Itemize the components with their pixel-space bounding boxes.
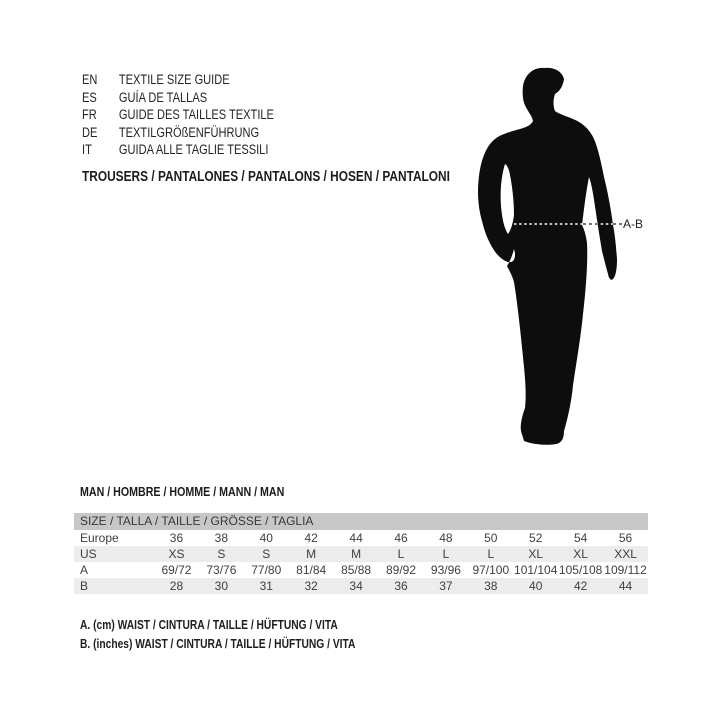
table-cell: 28: [169, 579, 184, 593]
table-cell: 109/112: [604, 563, 647, 577]
table-row-a: [74, 562, 648, 578]
table-cell: S: [217, 547, 226, 561]
table-cell: XXL: [614, 547, 637, 561]
table-cell: 77/80: [251, 563, 282, 577]
table-cell: M: [351, 547, 362, 561]
table-cell: XS: [168, 547, 185, 561]
table-cell: 37: [439, 579, 453, 593]
footnote-b: B. (inches) WAIST / CINTURA / TAILLE / HÜFTUNG / VITA: [80, 636, 356, 651]
table-cell: 34: [349, 579, 363, 593]
language-label: GUÍA DE TALLAS: [118, 89, 208, 105]
table-cell: 36: [169, 531, 184, 545]
table-cell: L: [397, 547, 405, 561]
language-row-es: [82, 89, 274, 107]
table-cell: L: [442, 547, 450, 561]
table-cell: 50: [484, 531, 498, 545]
table-row-b: [74, 578, 648, 594]
table-cell: 44: [349, 531, 363, 545]
row-label: US: [80, 547, 97, 561]
language-guide-list: [82, 71, 316, 159]
footnote-a: A. (cm) WAIST / CINTURA / TAILLE / HÜFTUNG / VITA: [80, 618, 338, 632]
language-row-en: [82, 71, 274, 89]
table-cell: 69/72: [161, 563, 192, 577]
language-code: DE: [82, 124, 98, 140]
table-cell: 31: [259, 579, 273, 593]
language-label: TEXTILGRÖßENFÜHRUNG: [118, 124, 260, 140]
table-cell: 42: [573, 579, 588, 593]
table-cell: 32: [304, 579, 318, 593]
table-cell: 42: [304, 531, 318, 545]
table-cell: 48: [439, 531, 453, 545]
table-cell: L: [487, 547, 495, 561]
table-cell: 40: [529, 579, 543, 593]
table-cell: 40: [259, 531, 273, 545]
language-label: TEXTILE SIZE GUIDE: [118, 72, 230, 87]
table-cell: 93/96: [430, 563, 461, 577]
language-code: ES: [82, 89, 97, 105]
table-cell: M: [306, 547, 317, 561]
size-table-body: [74, 530, 648, 594]
table-row-europe: [74, 530, 648, 546]
row-label: A: [80, 563, 89, 577]
language-label: GUIDA ALLE TAGLIE TESSILI: [118, 142, 269, 157]
language-row-de: [82, 124, 274, 142]
measure-label: A-B: [623, 217, 644, 231]
table-cell: 30: [214, 579, 229, 593]
table-cell: 46: [394, 531, 408, 545]
table-cell: 85/88: [341, 563, 372, 577]
table-cell: 38: [214, 531, 229, 545]
table-cell: 101/104: [514, 563, 558, 577]
language-code: IT: [82, 142, 92, 157]
measurement-footnotes: [80, 616, 416, 653]
language-row-fr: [82, 106, 274, 124]
table-cell: 105/108: [558, 563, 603, 577]
table-cell: 56: [618, 531, 633, 545]
row-label: Europe: [80, 531, 119, 545]
language-label: GUIDE DES TAILLES TEXTILE: [118, 107, 274, 122]
table-cell: 89/92: [385, 563, 416, 577]
row-label: B: [80, 579, 89, 593]
gender-heading: MAN / HOMBRE / HOMME / MANN / MAN: [80, 484, 285, 499]
category-heading: TROUSERS / PANTALONES / PANTALONS / HOSEN / PANTALONI: [82, 169, 450, 185]
table-cell: XL: [573, 547, 588, 561]
table-cell: 81/84: [296, 563, 327, 577]
man-silhouette-icon: [478, 68, 617, 445]
table-cell: XL: [528, 547, 544, 561]
table-cell: 54: [573, 531, 588, 545]
size-table-header: SIZE / TALLA / TAILLE / GRÖSSE / TAGLIA: [74, 513, 648, 530]
table-row-us: [74, 546, 648, 562]
language-row-it: [82, 141, 274, 159]
language-code: EN: [82, 72, 98, 87]
size-table: [74, 513, 648, 594]
table-cell: 52: [529, 531, 543, 545]
table-cell: 38: [484, 579, 498, 593]
table-cell: 44: [618, 579, 633, 593]
table-cell: 36: [394, 579, 408, 593]
language-code: FR: [82, 107, 97, 122]
table-cell: 73/76: [206, 563, 237, 577]
table-cell: 97/100: [472, 563, 510, 577]
table-cell: S: [262, 547, 271, 561]
